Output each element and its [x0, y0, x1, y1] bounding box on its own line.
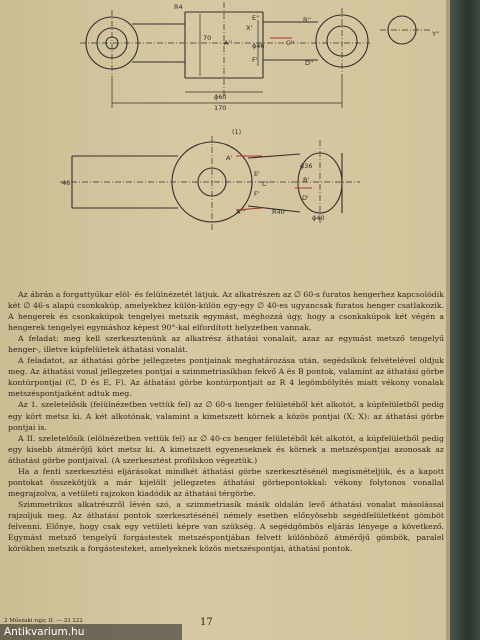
label-x: X': [246, 24, 253, 32]
technical-drawing: [0, 0, 450, 282]
dim-46: ϕ46: [252, 42, 265, 50]
dim-36: ϕ36: [300, 162, 313, 170]
label-d2: D'': [305, 59, 314, 67]
book-spine: [450, 0, 480, 640]
paragraph-1: Az ábrán a forgattyúkar elöl- és felülnézetét látjuk. Az alkatrészen az ∅ 60-s furatos hengerhez kapcsolódik két ∅ 46-s alapú csonkakúp, amelyekhez külön-külön egy-egy ∅ 40-es ugyancsak furatos henger csatlakozik. A hengerek és csonkakúpok tengelyei metszik egymást, méghozzá úgy, hogy a csonkakúpok két végén a hengerek tengelyei egymáshoz képest 90°-kal elfordított helyzetben vannak.: [8, 290, 444, 333]
label-a3: A''': [236, 208, 246, 216]
paragraph-4: Az 1. szeletelősík (felülnézetben vettük fel) az ∅ 60-s henger felületéből két alkotót, a kúpfelületből pedig egy kört metsz ki. A két alkotónak, valamint a kimetszett körnek a közös pontjai (X; X): az áthatási görbe pontjai is.: [8, 400, 444, 432]
page-number: 17: [200, 617, 213, 628]
label-f: F': [252, 56, 258, 64]
paragraph-2: A feladat: meg kell szerkesztenünk az alkatrész áthatási vonalait, azaz az egymást metsző tengelyű henger-, illetve kúpfelületek áthatási vonalát.: [8, 334, 444, 355]
label-e2: E'': [252, 14, 260, 22]
dim-46-bottom: 46: [62, 179, 71, 187]
fig-no: (1): [232, 128, 242, 136]
label-b-bottom: B': [303, 176, 310, 184]
dim-40: ϕ40: [312, 214, 325, 222]
label-c2: C'': [286, 39, 295, 47]
label-b2: B'': [303, 16, 312, 24]
watermark: Antikvarium.hu: [0, 624, 182, 640]
label-y: Y'': [432, 30, 440, 38]
paragraph-3: A feladatot, az áthatási görbe jellegzetes pontjainak meghatározása után, segédsíkok felvételével oldjuk meg. Az áthatási vonal jellegzetes pontjai a szimmetriasíkban fekvő A és B pontok, valamint az áthatási görbe kontúrpontjai (C, D és E, F). Az áthatási görbe kontúrpontjait az R 4 legömbölyítés miatt vékony vonalak metszéspontjaiként adtuk meg.: [8, 356, 444, 399]
footer-left: 2 Műszaki rajz; II. — 33 222: [4, 618, 83, 624]
label-f-bottom: F': [254, 190, 260, 198]
red-markers: [236, 38, 312, 210]
dim-60: ϕ60: [214, 93, 227, 101]
body-text: [8, 289, 444, 554]
paragraph-5: A II. szeletelősík (elölnézetben vettük fel) az ∅ 40-cs henger felületéből két alkotót, a kúpfelületből pedig egy kisebb átmérőjű kört metsz ki. A kimetszett egyeneseknek és körnek a metszéspontjai azonosak az áthatási görbe pontjaival. (A szerkesztést profilskon végeztük.): [8, 433, 444, 465]
label-r40: R40: [272, 208, 285, 216]
paragraph-6: Ha a fenti szerkesztési eljárásokat mindkét áthatási görbe szerkesztésénél megismételjük, és a kapott pontokat összekötjük a már kijelölt jellegzetes áthatási görbepontokkal: vékony folytonos vonallal megrajzolva, a vetületi rajzokon kiadódik az áthatási térgörbe.: [8, 466, 444, 498]
dim-170: 170: [214, 104, 227, 112]
label-r4: R4: [174, 3, 183, 11]
label-a2: A'': [224, 39, 233, 47]
label-e-bottom: E': [254, 170, 260, 178]
top-view: [86, 12, 416, 78]
label-d-bottom: D': [302, 194, 309, 202]
label-c-bottom: C': [262, 180, 269, 188]
dim-70: 70: [203, 34, 212, 42]
label-a-bottom: A': [226, 154, 233, 162]
paragraph-7: Szimmetrikus alkatrészről lévén szó, a szimmetriasík másik oldalán levő áthatási vonalat másolással rajzoljuk meg. Az áthatási pontok szerkesztésénél némely esetben előnyösebb segédfelületként gömböt felvenni. Előnye, hogy csak egy vetületi képre van szükség. A segédgömbös eljárás lényege a következő. Egymást metsző tengelyű forgástestek metszéspontjában felvett különböző átmérőjű gömbök, paralel körökben metszik a forgástesteket, amelyeknek közös metszéspontjai, áthatási pontok.: [8, 499, 444, 554]
